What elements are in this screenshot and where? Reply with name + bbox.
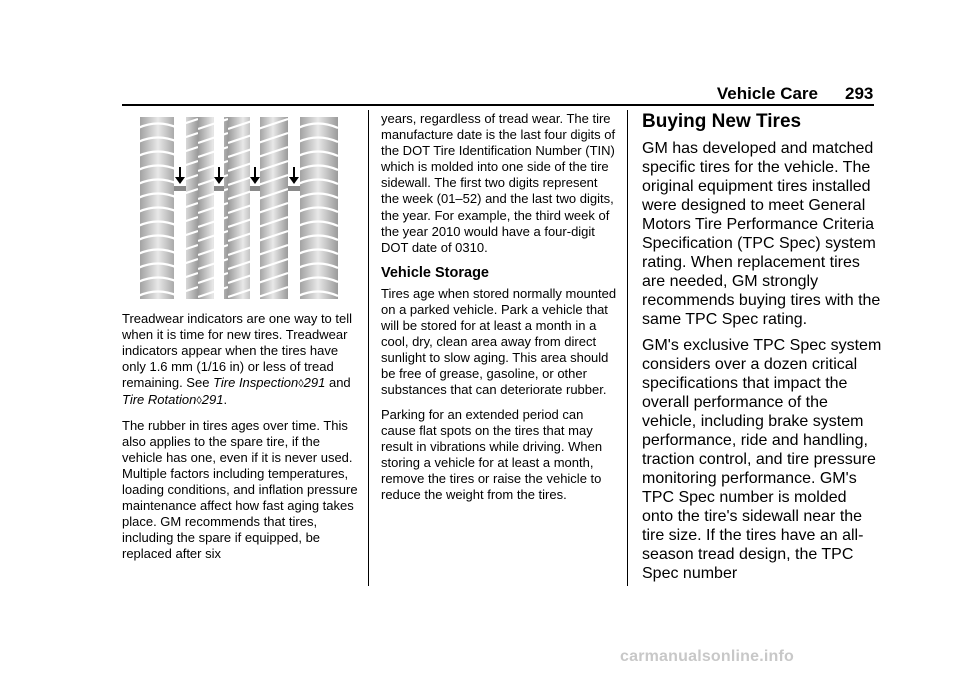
watermark: carmanualsonline.info bbox=[620, 648, 795, 665]
column-1 bbox=[122, 311, 360, 570]
page-number: 293 bbox=[845, 84, 874, 103]
tire-inspection-link[interactable]: Tire Inspection bbox=[213, 375, 299, 391]
storage-paragraph-1: Tires age when stored normally mounted on a parked vehicle. Park a vehicle that will be stored for at least a month in a cool, dry, clean area away from direct sunlight to slow aging. This area should be free of grease, gasoline, or other substances that can deteriorate rubber. bbox=[381, 285, 617, 398]
column-divider-1 bbox=[368, 110, 369, 586]
and-text: and bbox=[325, 375, 351, 391]
column-3 bbox=[642, 111, 882, 590]
buying-paragraph-2: GM's exclusive TPC Spec system considers over a dozen critical specifications that impact the overall performance of the vehicle, including brake system performance, ride and handling, traction control, and tire pressure monitoring performance. GM's TPC Spec number is molded onto the tire's sidewall near the tire size. If the tires have an all-season tread design, the TPC Spec number bbox=[642, 337, 882, 582]
running-header-title: Vehicle Care bbox=[716, 84, 818, 103]
tire-rotation-link[interactable]: Tire Rotation bbox=[122, 392, 197, 408]
page-ref-icon: ◊ bbox=[298, 378, 304, 391]
treadwear-indicator-illustration bbox=[138, 117, 340, 299]
tire-rotation-page[interactable]: 291 bbox=[201, 392, 224, 408]
column-divider-2 bbox=[627, 110, 628, 586]
header-rule bbox=[122, 104, 874, 106]
vehicle-storage-heading: Vehicle Storage bbox=[381, 264, 489, 281]
period-text: . bbox=[223, 392, 228, 408]
tire-aging-paragraph: The rubber in tires ages over time. This also applies to the spare tire, if the vehicle has one, even if it is never used. Multiple factors including temperatures, loading conditions, and inflation pressure maintenance affect how fast aging takes place. GM recommends that tires, including the spare if equipped, be replaced after six bbox=[122, 417, 358, 562]
page-ref-icon: ◊ bbox=[196, 395, 202, 408]
buying-new-tires-heading: Buying New Tires bbox=[642, 111, 802, 132]
column-2 bbox=[381, 111, 619, 511]
treadwear-paragraph bbox=[122, 311, 360, 410]
treadwear-text: Treadwear indicators are one way to tell when it is time for new tires. Treadwear indicators appear when the tires have only 1.6 mm (1/16 in) or less of tread remaining. See bbox=[122, 311, 353, 391]
tire-date-paragraph: years, regardless of tread wear. The tire manufacture date is the last four digits of the DOT Tire Identification Number (TIN) which is molded into one side of the tire sidewall. The first two digits represent the week (01–52) and the last two digits, the year. For example, the third week of the year 2010 would have a four-digit DOT date of 0310. bbox=[381, 111, 616, 255]
storage-paragraph-2: Parking for an extended period can cause flat spots on the tires that may result in vibrations while driving. When storing a vehicle for at least a month, remove the tires or raise the vehicle to reduce the weight from the tires. bbox=[381, 406, 603, 502]
tire-inspection-page[interactable]: 291 bbox=[303, 375, 326, 391]
buying-paragraph-1: GM has developed and matched specific tires for the vehicle. The original equipment tires installed were designed to meet General Motors Tire Performance Criteria Specification (TPC Spec) system rating. When replacement tires are needed, GM strongly recommends buying tires with the same TPC Spec rating. bbox=[642, 140, 881, 328]
